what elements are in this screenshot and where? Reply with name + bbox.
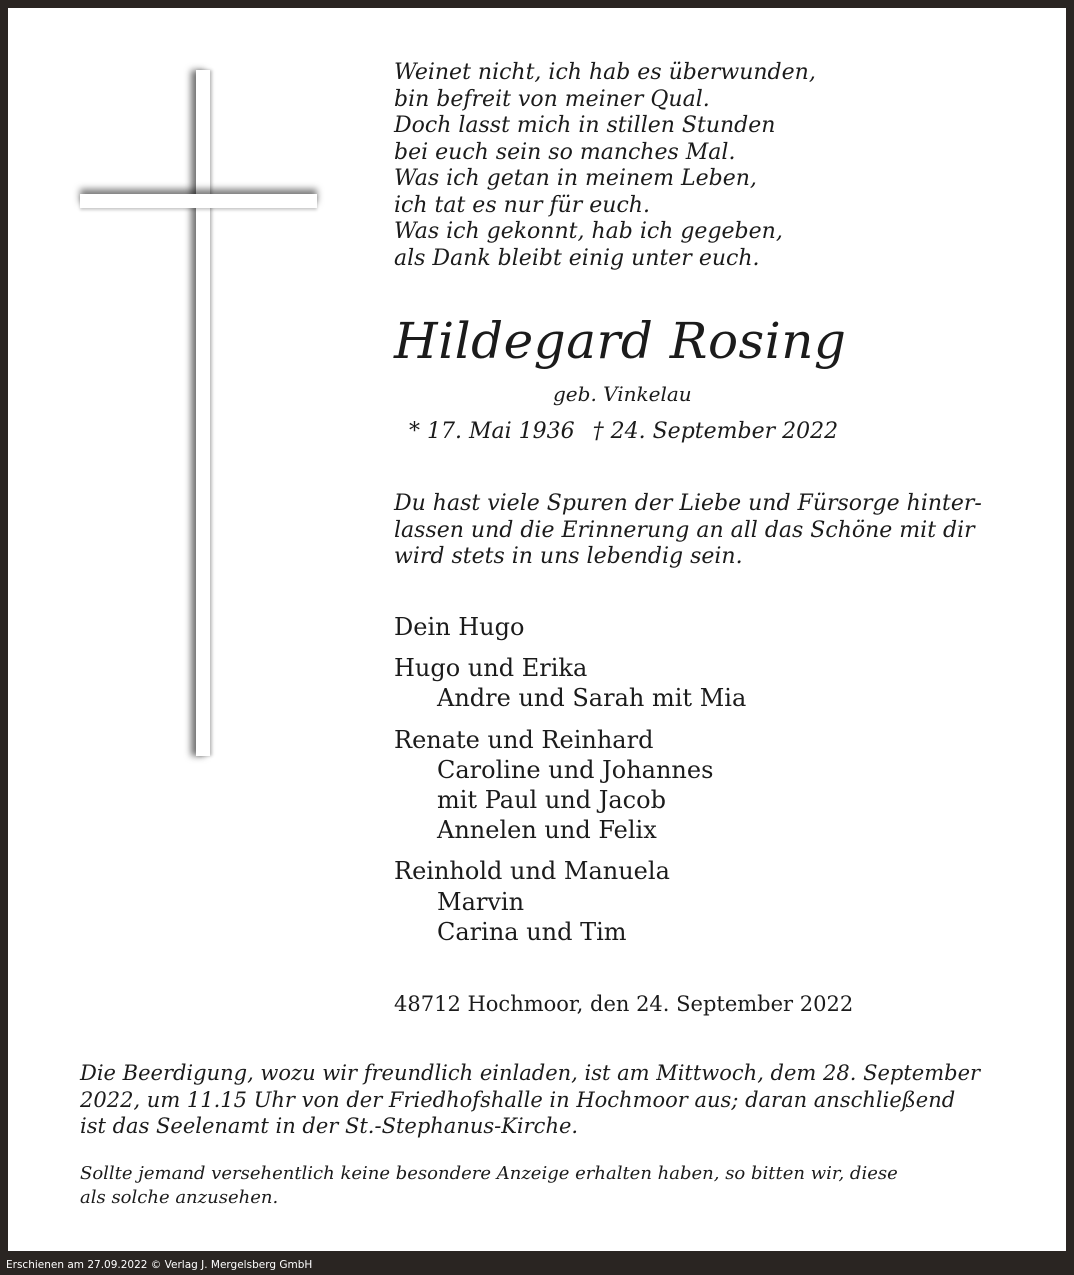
funeral-line: ist das Seelenamt in der St.-Stephanus-Kirche. <box>80 1114 579 1138</box>
birth-date: * 17. Mai 1936 <box>409 419 575 444</box>
poem-line: Was ich getan in meinem Leben, <box>394 166 757 191</box>
life-dates <box>409 418 838 446</box>
notice-note <box>80 1162 1000 1210</box>
mourner-family-member: Carina und Tim <box>437 917 627 946</box>
mourner-family-head: Renate und Reinhard <box>394 725 654 754</box>
funeral-line: Die Beerdigung, wozu wir freundlich einladen, ist am Mittwoch, dem 28. September <box>80 1061 981 1085</box>
place-and-date: 48712 Hochmoor, den 24. September 2022 <box>394 992 854 1016</box>
funeral-line: 2022, um 11.15 Uhr von der Friedhofshalle in Hochmoor aus; daran anschließend <box>80 1087 956 1112</box>
publication-footer: Erschienen am 27.09.2022 © Verlag J. Mergelsberg GmbH <box>6 1259 313 1271</box>
poem-line: als Dank bleibt einig unter euch. <box>394 245 760 271</box>
memory-text <box>394 491 998 571</box>
mourner-family-head: Reinhold und Manuela <box>394 857 670 886</box>
mourner-family-member: mit Paul und Jacob <box>437 785 666 814</box>
death-date: † 24. September 2022 <box>592 419 839 444</box>
poem-line: bei euch sein so manches Mal. <box>394 139 736 165</box>
memory-line: Du hast viele Spuren der Liebe und Fürsorge hinter- <box>394 491 982 516</box>
maiden-name: geb. Vinkelau <box>553 382 692 406</box>
cross-icon <box>196 70 210 756</box>
poem-line: Doch lasst mich in stillen Stunden <box>394 113 776 138</box>
mourners-list <box>394 612 746 947</box>
poem-line: bin befreit von meiner Qual. <box>394 86 710 112</box>
poem-line: Weinet nicht, ich hab es überwunden, <box>394 60 816 85</box>
mourner-spouse: Dein Hugo <box>394 613 525 641</box>
cross-crossbar <box>80 194 317 208</box>
poem-line: Was ich gekonnt, hab ich gegeben, <box>394 219 783 244</box>
mourner-family-member: Caroline und Johannes <box>437 755 714 784</box>
poem-line: ich tat es nur für euch. <box>394 192 650 218</box>
note-line: als solche anzusehen. <box>80 1187 279 1208</box>
memory-line: wird stets in uns lebendig sein. <box>394 544 743 569</box>
mourner-family-member: Annelen und Felix <box>437 816 657 845</box>
poem <box>394 60 816 272</box>
funeral-notice <box>80 1060 1000 1140</box>
mourner-family-member: Andre und Sarah mit Mia <box>437 684 747 713</box>
deceased-name: Hildegard Rosing <box>394 312 847 370</box>
mourner-family-member: Marvin <box>437 887 525 916</box>
memory-line: lassen und die Erinnerung an all das Schöne mit dir <box>394 517 975 543</box>
mourner-family-head: Hugo und Erika <box>394 654 588 683</box>
note-line: Sollte jemand versehentlich keine besondere Anzeige erhalten haben, so bitten wir, diese <box>80 1163 898 1184</box>
